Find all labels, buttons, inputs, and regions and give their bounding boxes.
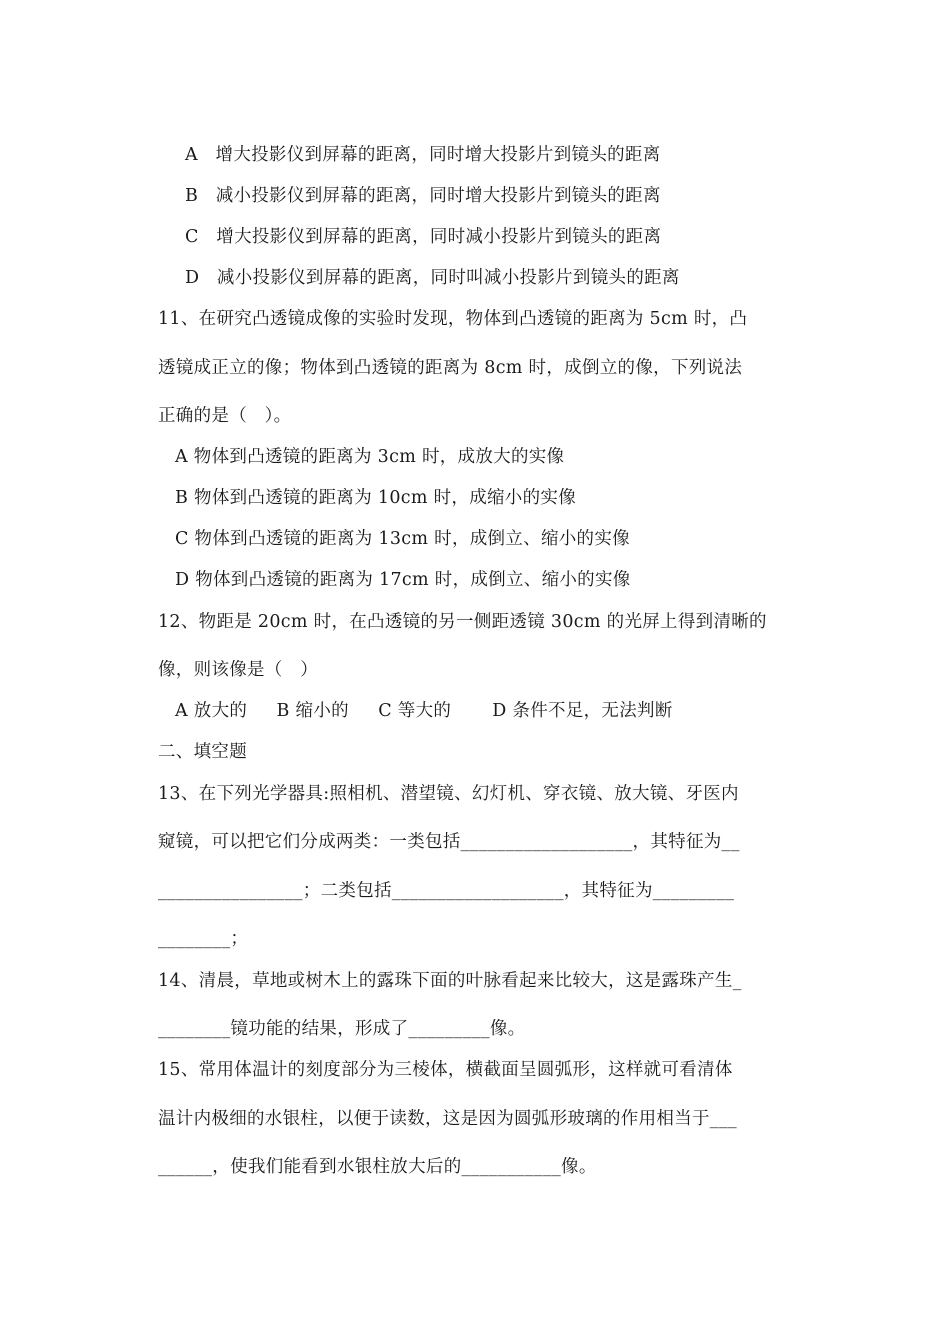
q13-line-4: ________； [158, 929, 249, 949]
q11-option-a: A 物体到凸透镜的距离为 3cm 时，成放大的实像 [175, 447, 565, 467]
q12-options: A 放大的 B 缩小的 C 等大的 D 条件不足，无法判断 [175, 701, 673, 721]
q11-option-d: D 物体到凸透镜的距离为 17cm 时，成倒立、缩小的实像 [175, 570, 631, 590]
q10-option-c: C 增大投影仪到屏幕的距离，同时减小投影片到镜头的距离 [185, 227, 662, 247]
q11-stem-line-2: 透镜成正立的像；物体到凸透镜的距离为 8cm 时，成倒立的像，下列说法 [158, 358, 743, 378]
q13-line-3: ________________；二类包括___________________，其特征为_________ [158, 881, 735, 901]
q14-line-1: 14、清晨，草地或树木上的露珠下面的叶脉看起来比较大，这是露珠产生_ [158, 971, 742, 991]
q11-stem-line-1: 11、在研究凸透镜成像的实验时发现，物体到凸透镜的距离为 5cm 时，凸 [158, 309, 748, 329]
q15-line-2: 温计内极细的水银柱，以便于读数，这是因为圆弧形玻璃的作用相当于___ [158, 1109, 737, 1129]
q11-option-b: B 物体到凸透镜的距离为 10cm 时，成缩小的实像 [175, 488, 577, 508]
q15-line-1: 15、常用体温计的刻度部分为三棱体，横截面呈圆弧形，这样就可看清体 [158, 1060, 733, 1080]
q11-stem-line-3: 正确的是（ ）。 [158, 406, 292, 426]
q13-line-2: 窥镜，可以把它们分成两类：一类包括___________________，其特征为__ [158, 832, 740, 852]
q15-line-3: ______，使我们能看到水银柱放大后的___________像。 [158, 1157, 597, 1177]
q11-option-c: C 物体到凸透镜的距离为 13cm 时，成倒立、缩小的实像 [175, 529, 630, 549]
q10-option-b: B 减小投影仪到屏幕的距离，同时增大投影片到镜头的距离 [185, 186, 661, 206]
q10-option-a: A 增大投影仪到屏幕的距离，同时增大投影片到镜头的距离 [185, 145, 661, 165]
q14-line-2: ________镜功能的结果，形成了_________像。 [158, 1019, 526, 1039]
q10-option-d: D 减小投影仪到屏幕的距离，同时叫减小投影片到镜头的距离 [185, 268, 680, 288]
q13-line-1: 13、在下列光学器具:照相机、潜望镜、幻灯机、穿衣镜、放大镜、牙医内 [158, 784, 739, 804]
q12-stem-line-2: 像，则该像是（ ） [158, 660, 318, 680]
q12-stem-line-1: 12、物距是 20cm 时，在凸透镜的另一侧距透镜 30cm 的光屏上得到清晰的 [158, 612, 767, 632]
section-title: 二、填空题 [158, 742, 247, 762]
